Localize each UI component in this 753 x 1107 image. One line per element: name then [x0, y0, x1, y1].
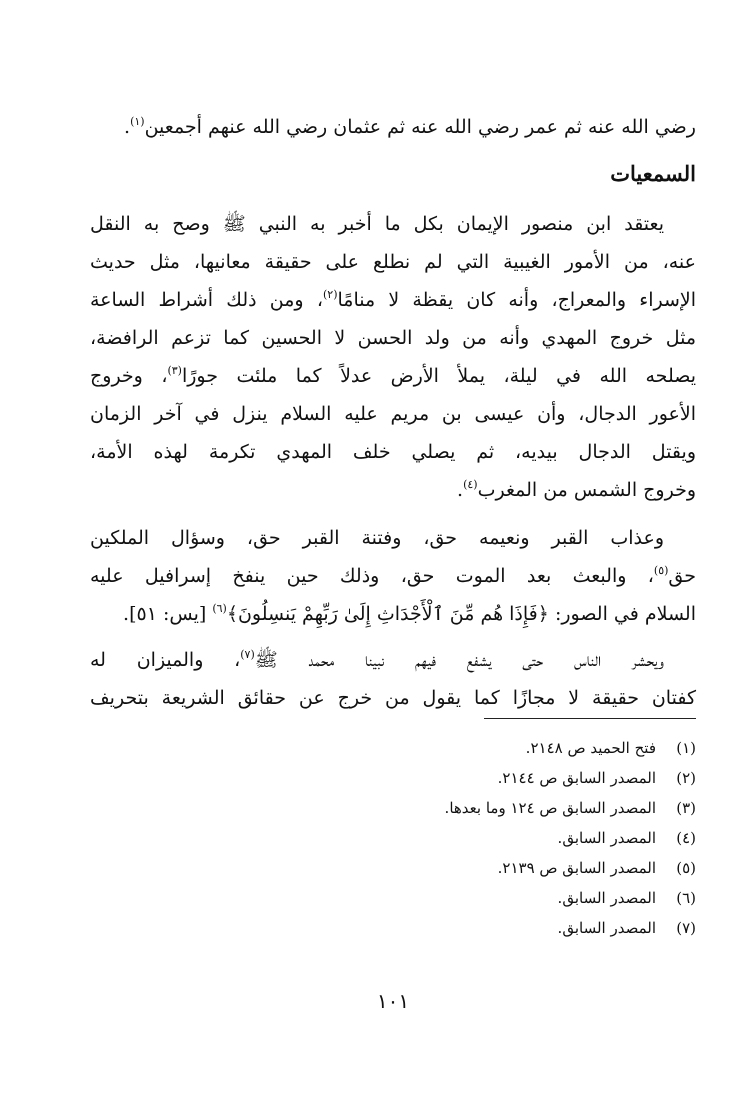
footnote-text: المصدر السابق.	[557, 829, 656, 847]
footnote-text: المصدر السابق.	[557, 919, 656, 937]
line-text: حق	[668, 565, 696, 587]
footnote-number: (٢)	[676, 769, 696, 787]
line-text: ، والميزان له	[90, 649, 241, 671]
footnote-ref: (٤)	[463, 478, 478, 491]
line-text: عنه، من الأمور الغيبية التي لم نطلع على حقيقة معانيها، مثل حديث	[90, 251, 696, 273]
footnote-ref: (١)	[130, 115, 145, 128]
footnote-number: (٣)	[676, 799, 696, 817]
text-line	[90, 471, 696, 509]
line-text: ويحشر الناس حتى يشفع فيهم نبينا محمد ﷺ	[254, 649, 664, 671]
footnote-text: فتح الحميد ص ٢١٤٨.	[525, 739, 656, 757]
line-text: مثل خروج المهدي وأنه من ولد الحسن لا الحسين كما تزعم الرافضة،	[90, 327, 696, 349]
footnote-number: (٥)	[676, 859, 696, 877]
text-line	[90, 357, 696, 395]
footnote-number: (٦)	[676, 889, 696, 907]
line-text: يصلحه الله في ليلة، يملأ الأرض عدلاً كما ملئت جورًا	[181, 365, 696, 387]
footnote-text: المصدر السابق ص ٢١٣٩.	[497, 859, 656, 877]
text-line	[90, 641, 696, 679]
page-number: ١٠١	[376, 989, 410, 1013]
footnote-item	[90, 883, 696, 913]
line-text: وخروج الشمس من المغرب	[477, 479, 696, 501]
footnote-item	[90, 913, 696, 943]
line-text: الأعور الدجال، وأن عيسى بن مريم عليه السلام ينزل في آخر الزمان	[90, 403, 696, 425]
line-text: .	[457, 479, 464, 501]
footnote-text: المصدر السابق.	[557, 889, 656, 907]
footnote-number: (١)	[676, 739, 696, 757]
line-text: كفتان حقيقة لا مجازًا كما يقول من خرج عن حقائق الشريعة بتحريف	[90, 687, 696, 709]
footnote-item	[90, 763, 696, 793]
line-text: السلام في الصور: ﴿فَإِذَا هُم مِّنَ ٱلْأَجْدَاثِ إِلَىٰ رَبِّهِمْ يَنسِلُونَ﴾	[226, 603, 696, 625]
footnote-number: (٤)	[676, 829, 696, 847]
line-text: يعتقد ابن منصور الإيمان بكل ما أخبر به النبي ﷺ وصح به النقل	[90, 213, 664, 235]
line-text: ويقتل الدجال بيديه، ثم يصلي خلف المهدي تكرمة لهذه الأمة،	[90, 441, 696, 463]
footnote-item	[90, 823, 696, 853]
footnote-text: المصدر السابق ص ٢١٤٤.	[497, 769, 656, 787]
book-page	[90, 0, 696, 1107]
text-line	[90, 205, 696, 243]
footnote-separator	[484, 718, 696, 719]
intro-text: رضي الله عنه ثم عمر رضي الله عنه ثم عثمان رضي الله عنهم أجمعين	[144, 116, 696, 138]
footnote-item	[90, 733, 696, 763]
line-text: ، والبعث بعد الموت حق، وذلك حين ينفخ إسرافيل عليه	[90, 565, 654, 587]
line-text: ، ومن ذلك أشراط الساعة	[90, 289, 323, 311]
text-line	[90, 319, 696, 357]
text-line	[90, 557, 696, 595]
intro-end: .	[124, 116, 131, 138]
footnote-text: المصدر السابق ص ١٢٤ وما بعدها.	[444, 799, 656, 817]
line-text: ، وخروج	[90, 365, 168, 387]
text-line	[90, 679, 696, 717]
footnote-ref: (٥)	[653, 564, 669, 577]
footnote-item	[90, 853, 696, 883]
section-heading: السمعيات	[610, 161, 696, 186]
text-line	[90, 433, 696, 471]
text-line	[90, 595, 696, 633]
text-line	[90, 519, 696, 557]
line-text: الإسراء والمعراج، وأنه كان يقظة لا منامًا	[337, 289, 696, 311]
footnote-ref: (٣)	[167, 364, 182, 377]
text-line	[90, 395, 696, 433]
footnote-ref: (٢)	[322, 288, 338, 301]
footnote-item	[90, 793, 696, 823]
footnote-number: (٧)	[676, 919, 696, 937]
line-text: [يس: ٥١].	[123, 603, 213, 625]
text-line	[90, 281, 696, 319]
footnote-ref: (٧)	[240, 648, 255, 661]
intro-line	[90, 108, 696, 146]
text-line	[90, 243, 696, 281]
line-text: وعذاب القبر ونعيمه حق، وفتنة القبر حق، وسؤال الملكين	[90, 527, 664, 549]
footnote-ref: (٦)	[212, 602, 227, 615]
